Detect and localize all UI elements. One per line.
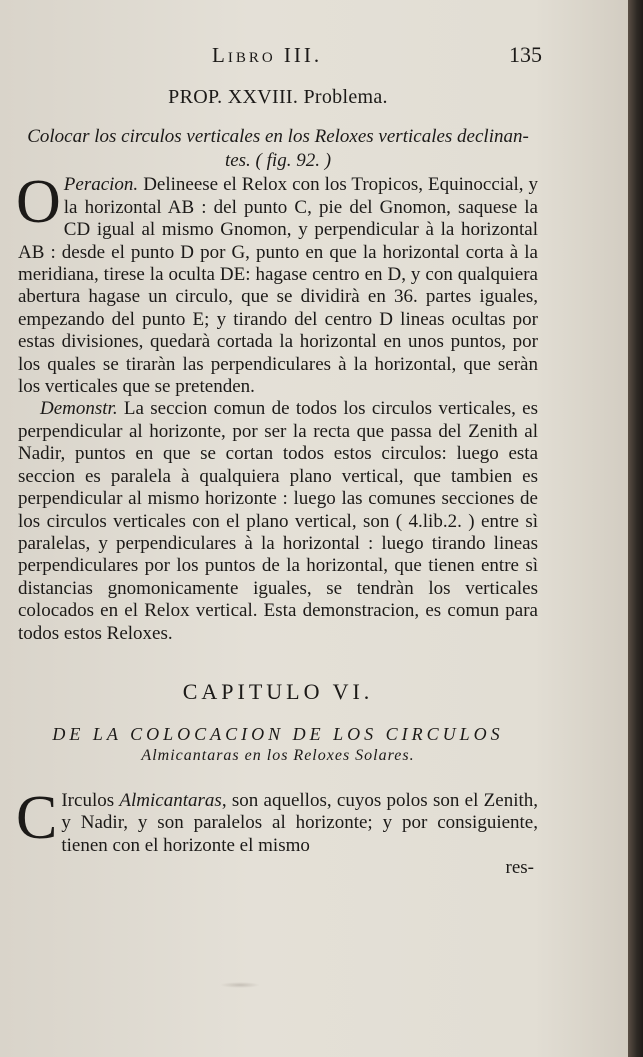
demonstr-label: Demonstr.: [40, 398, 118, 420]
demonstr-paragraph: [18, 398, 538, 644]
almicantaras-lead-word: Irculos: [61, 789, 115, 811]
operacion-paragraph: [16, 168, 538, 398]
chapter-subtitle-line-2: Almicantaras en los Reloxes Solares.: [141, 747, 415, 765]
chapter-subtitle-line-1: DE LA COLOCACION DE LOS CIRCULOS: [52, 724, 504, 745]
operacion-text: Delineese el Relox con los Tropicos, Equinoccial, y la horizontal AB : del punto C, pie del Gnomon, saquese la CD igual al mismo Gnomon, y perpendicular à la horizontal AB : desde el punto D por G, punto en que la horizontal corta à la meridiana, tirese la oculta DE: hagase centro en D, y con qualquiera abertura hagase un circulo, que se dividirà en 36. partes iguales, empezando del punto E; y tirando del centro D lineas ocultas por estas divisiones, quedarà cortada la horizontal en unos puntos, por los quales se tiraràn las perpendiculares à la horizontal, que seràn los verticales que se pretenden.: [18, 174, 538, 398]
almicantaras-text: , son aquellos, cuyos polos son el Zenith, y Nadir, y son paralelos al horizonte; y por consiguiente, tienen con el horizonte el mismo: [61, 789, 539, 856]
almicantaras-paragraph: [16, 783, 539, 857]
chapter-heading: CAPITULO VI.: [182, 678, 374, 704]
catchword: res-: [505, 856, 534, 878]
proposition-title-line-1: Colocar los circulos verticales en los Reloxes verticales declinan-: [27, 126, 529, 148]
almicantaras-term: Almicantaras: [119, 789, 222, 811]
page-text-block: [16, 30, 542, 879]
running-head: [18, 30, 542, 67]
demonstr-text: La seccion comun de todos los circulos verticales, es perpendicular al horizonte, por ser la recta que passa del Zenith al Nadir, puntos en que se cortan todos estos circulos: luego esta seccion es paralela à qualquiera plano vertical, que tambien es perpendicular al mismo horizonte : luego las comunes secciones de los circulos verticales con el plano vertical, son ( 4.lib.2. ) entre sì paralelas, y perpendiculares à la horizontal : luego tirando lineas perpendiculares por los puntos de la horizontal, que tienen entre sì distancias gnomonicamente iguales, se tendràn los verticales colocados en el Relox vertical. Esta demonstracion, es comun para todos estos Reloxes.: [18, 398, 539, 644]
proposition-title-line-2: tes. ( fig. 92. ): [224, 150, 332, 172]
running-title: Libro III.: [212, 43, 323, 67]
drop-cap-o: O: [16, 168, 61, 237]
operacion-label: Peracion.: [63, 174, 139, 196]
proposition-heading: PROP. XXVIII. Problema.: [168, 86, 388, 108]
drop-cap-c: C: [16, 783, 58, 852]
page-number: 135: [509, 42, 542, 67]
paper-stain: [220, 982, 260, 988]
page-edge-shadow: [628, 0, 643, 1057]
